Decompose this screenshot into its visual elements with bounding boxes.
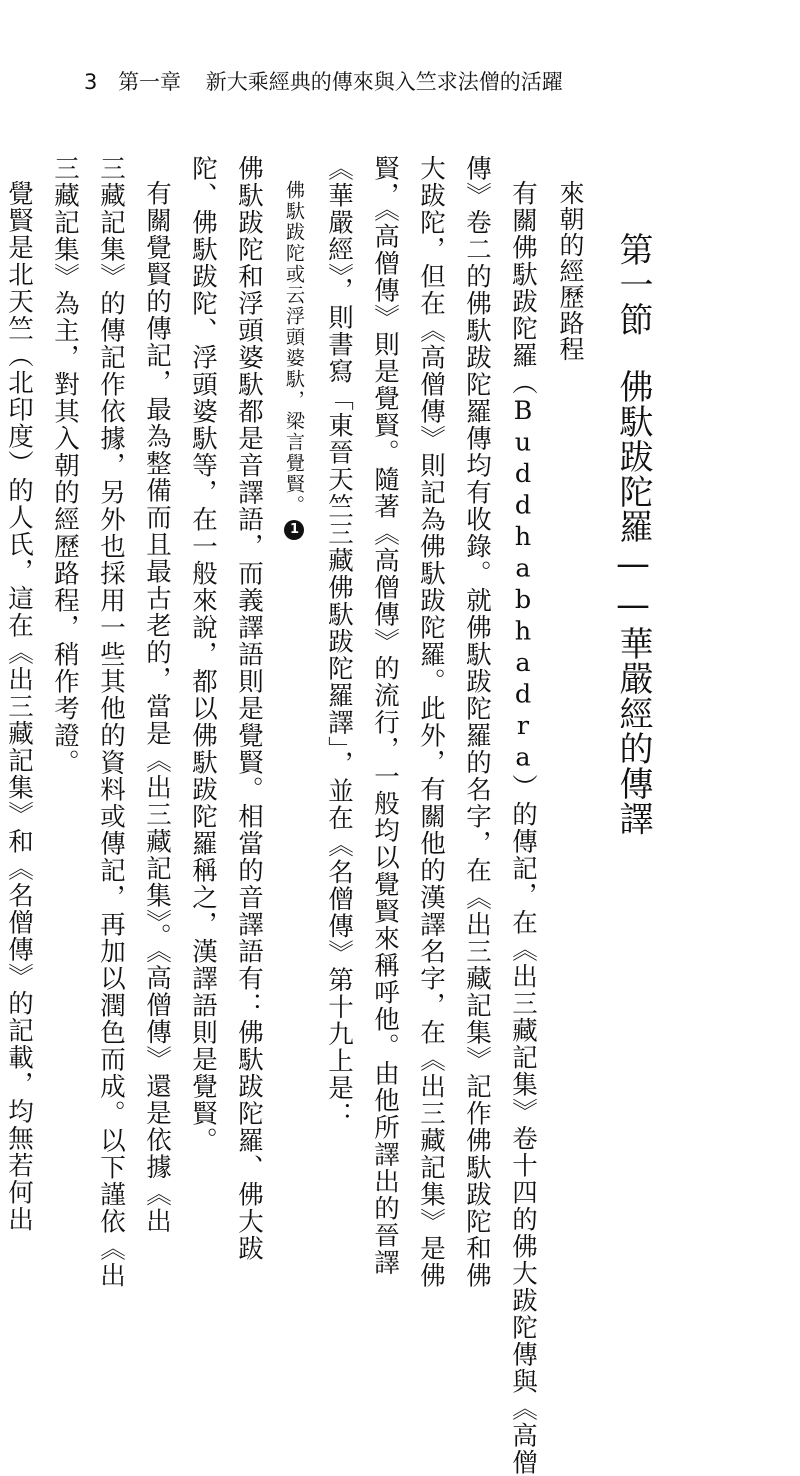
footnote-ref-1[interactable]: 1 (284, 520, 304, 540)
section-title (600, 232, 666, 836)
body-line-3: 大跋陀，但在《高僧傳》則記為佛馱跋陀羅。此外，有關他的漢譯名字，在《出三藏記集》是佛 (416, 155, 446, 1289)
title-separator: —— (613, 544, 653, 626)
running-header (84, 62, 724, 102)
body-line-11: 覺賢是北天竺（北印度）的人氏，這在《出三藏記集》和《名僧傳》的記載，均無若何出 (4, 180, 34, 1233)
chapter-label: 第一章 (118, 70, 182, 94)
chapter-title: 新大乘經典的傳來與入竺求法僧的活躍 (205, 70, 563, 94)
body-line-6: 佛馱跋陀和浮頭婆馱都是音譯語，而義譯語則是覺賢。相當的音譯語有：佛馱跋陀羅、佛大跋 (234, 155, 264, 1262)
body-line-1: 有關佛馱跋陀羅（Buddhabhadra）的傳記，在《出三藏記集》卷十四的佛大跋陀傳與《高僧 (508, 180, 538, 1476)
section-subtitle: 華嚴經的傳譯 (613, 626, 653, 836)
subsection-heading: 來朝的經歷路程 (556, 180, 585, 362)
body-line-8: 有關覺賢的傳記，最為整備而且最古老的，當是《出三藏記集》。《高僧傳》還是依據《出 (142, 180, 172, 1235)
section-label: 第一節 (613, 232, 653, 337)
section-main-title: 佛馱跋陀羅 (613, 369, 653, 544)
body-line-2: 傳》卷二的佛馱跋陀羅傳均有收錄。就佛馱跋陀羅的名字，在《出三藏記集》記作佛馱跋陀和佛 (462, 155, 492, 1289)
page-number: 3 (84, 70, 98, 94)
block-quote (274, 180, 314, 539)
body-line-7: 陀、佛馱跋陀、浮頭婆馱等，在一般來說，都以佛馱跋陀羅稱之，漢譯語則是覺賢。 (188, 155, 218, 1154)
body-line-10: 三藏記集》為主，對其入朝的經歷路程，稍作考證。 (50, 155, 80, 776)
body-line-5: 《華嚴經》，則書寫「東晉天竺三藏佛馱跋陀羅譯」，並在《名僧傳》第十九上是： (324, 155, 354, 1129)
body-line-9: 三藏記集》的傳記作依據，另外也採用一些其他的資料或傳記，再加以潤色而成。以下謹依《出 (96, 155, 126, 1289)
body-line-4: 賢，《高僧傳》則是覺賢。隨著《高僧傳》的流行，一般均以覺賢來稱呼他。由他所譯出的晉譯 (370, 155, 400, 1277)
quote-text: 佛馱跋陀或云浮頭婆馱，梁言覺賢。 (283, 180, 305, 516)
